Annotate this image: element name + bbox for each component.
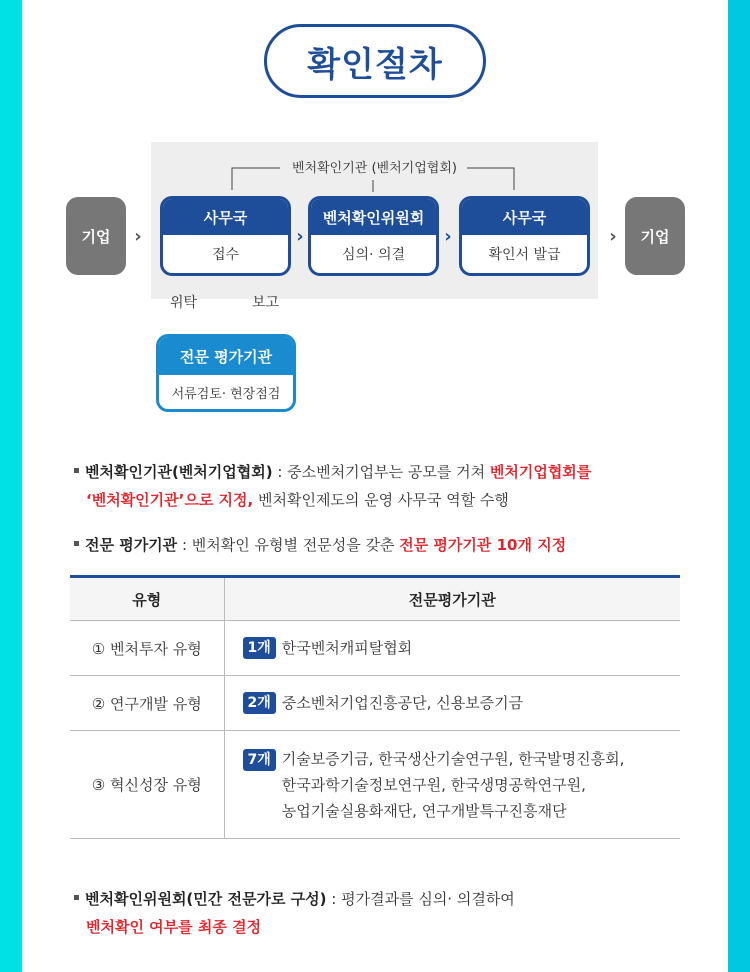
- eval-agency-box: [156, 334, 296, 412]
- chevron-right-icon: ›: [609, 226, 617, 247]
- institution-text: 한국과학기술정보연구원, 한국생명공학연구원,: [281, 775, 586, 794]
- note-bold: 전문 평가기관: [85, 536, 178, 554]
- step-head: 사무국: [462, 199, 587, 235]
- step-head: 벤처확인위원회: [311, 199, 436, 235]
- step-body: 심의· 의결: [342, 247, 405, 263]
- institution-cell: [224, 676, 680, 731]
- bullet-icon: [74, 541, 79, 546]
- page-title: 확인절차: [264, 24, 486, 98]
- content-page: [22, 0, 728, 972]
- end-company-box: 기업: [625, 197, 685, 275]
- institution-cell: [224, 621, 680, 676]
- delegate-label: 위탁: [170, 295, 198, 311]
- count-badge: 2개: [243, 692, 276, 714]
- table-header: 유형: [70, 577, 224, 621]
- note-bold: 벤처확인기관(벤처기업협회): [85, 463, 273, 481]
- chevron-right-icon: ›: [296, 226, 304, 247]
- step-head: 사무국: [163, 199, 288, 235]
- step-body: 확인서 발급: [488, 247, 561, 263]
- type-cell: ③ 혁신성장 유형: [70, 731, 224, 839]
- note-committee: [74, 885, 515, 941]
- bullet-icon: [74, 895, 79, 900]
- org-label: 벤처확인기관 (벤처기업협회): [292, 161, 457, 176]
- type-cell: ② 연구개발 유형: [70, 676, 224, 731]
- chevron-right-icon: ›: [134, 226, 142, 247]
- start-company-box: 기업: [66, 197, 126, 275]
- eval-body: 서류검토· 현장점검: [171, 386, 281, 402]
- count-badge: 7개: [243, 749, 276, 771]
- institution-text: 중소벤처기업진흥공단, 신용보증기금: [281, 694, 524, 712]
- note-text: : 벤처확인 유형별 전문성을 갖춘: [177, 536, 400, 554]
- step-secretariat-intake: [160, 196, 291, 276]
- note-text: : 평가결과를 심의· 의결하여: [326, 890, 515, 908]
- note-text: 벤처확인제도의 운영 사무국 역할 수행: [253, 491, 509, 509]
- note-highlight: 전문 평가기관 10개 지정: [399, 536, 567, 554]
- type-cell: ① 벤처투자 유형: [70, 621, 224, 676]
- institution-cell: [224, 731, 680, 839]
- table-row: [70, 676, 680, 731]
- institution-text: 농업기술실용화재단, 연구개발특구진흥재단: [281, 801, 567, 820]
- table-row: [70, 731, 680, 839]
- note-highlight: 벤처확인 여부를 최종 결정: [86, 918, 262, 936]
- table-header: 전문평가기관: [224, 577, 680, 621]
- right-stripe: [728, 0, 750, 972]
- chevron-right-icon: ›: [444, 226, 452, 247]
- note-highlight: 벤처기업협회를: [489, 463, 592, 481]
- eval-agency-table: [70, 575, 680, 839]
- step-committee: [308, 196, 439, 276]
- bullet-icon: [74, 468, 79, 473]
- step-body: 접수: [211, 247, 240, 263]
- count-badge: 1개: [243, 637, 276, 659]
- institution-text: 기술보증기금, 한국생산기술연구원, 한국발명진흥회,: [281, 749, 625, 768]
- step-secretariat-issue: [459, 196, 590, 276]
- eval-head: 전문 평가기관: [159, 337, 293, 375]
- note-eval-agency: [74, 531, 566, 559]
- note-bold: 벤처확인위원회(민간 전문가로 구성): [85, 890, 327, 908]
- note-text: : 중소벤처기업부는 공모를 거쳐: [272, 463, 490, 481]
- report-label: 보고: [252, 295, 280, 311]
- note-confirmation-agency: [74, 458, 591, 514]
- table-row: [70, 621, 680, 676]
- note-highlight: ‘벤처확인기관’으로 지정,: [86, 491, 254, 509]
- institution-text: 한국벤처캐피탈협회: [281, 639, 413, 657]
